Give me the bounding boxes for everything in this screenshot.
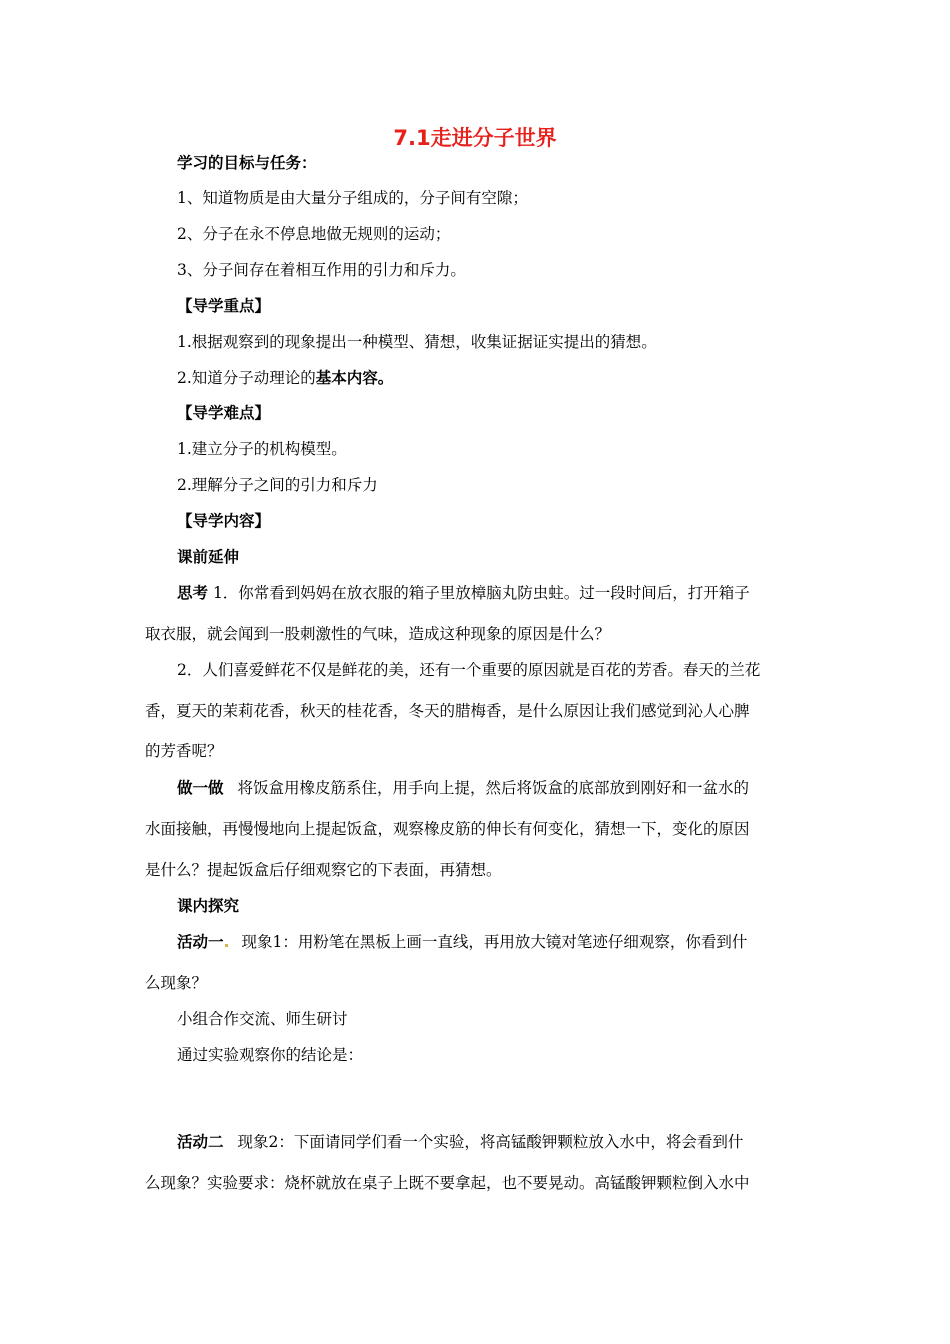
think-1-line-1 <box>177 583 750 603</box>
focus-item-2 <box>177 368 393 388</box>
activity-1-text: 现象1：用粉笔在黑板上画一直线，再用放大镜对笔迹仔细观察，你看到什 <box>241 933 748 951</box>
content-heading: 【导学内容】 <box>177 512 271 530</box>
activity-2-line-1 <box>177 1132 743 1152</box>
think-2-line-3: 的芳香呢？ <box>145 742 223 760</box>
group-discussion: 小组合作交流、师生研讨 <box>177 1010 348 1028</box>
think-2-line-1: 2．人们喜爱鲜花不仅是鲜花的美，还有一个重要的原因就是百花的芳香。春天的兰花 <box>177 661 761 679</box>
activity-2-line-2: 么现象？实验要求：烧杯就放在桌子上既不要拿起，也不要晃动。高锰酸钾颗粒倒入水中 <box>145 1174 750 1192</box>
do-label: 做一做 <box>177 779 224 797</box>
conclusion-prompt: 通过实验观察你的结论是： <box>177 1046 364 1064</box>
do-text: 将饭盒用橡皮筋系住，用手向上提，然后将饭盒的底部放到刚好和一盆水的 <box>237 779 750 797</box>
think-1-text: 1．你常看到妈妈在放衣服的箱子里放樟脑丸防虫蛀。过一段时间后，打开箱子 <box>208 584 750 602</box>
do-line-3: 是什么？提起饭盒后仔细观察它的下表面，再猜想。 <box>145 861 502 879</box>
marker-dot <box>225 944 228 947</box>
objective-item-3: 3、分子间存在着相互作用的引力和斥力。 <box>177 261 466 279</box>
difficulty-item-2: 2.理解分子之间的引力和斥力 <box>177 476 378 494</box>
focus-item-1: 1.根据观察到的现象提出一种模型、猜想，收集证据证实提出的猜想。 <box>177 333 657 351</box>
activity-1-label: 活动一 <box>177 933 224 951</box>
activity-2-text: 现象2：下面请同学们看一个实验，将高锰酸钾颗粒放入水中，将会看到什 <box>237 1133 744 1151</box>
think-2-line-2: 香，夏天的茉莉花香，秋天的桂花香，冬天的腊梅香，是什么原因让我们感觉到沁人心脾 <box>145 702 750 720</box>
focus-item-2-bold: 基本内容。 <box>315 369 394 387</box>
activity-2-label: 活动二 <box>177 1133 224 1151</box>
focus-heading: 【导学重点】 <box>177 297 271 315</box>
objective-item-2: 2、分子在永不停息地做无规则的运动； <box>177 225 451 243</box>
focus-item-2-text: 2.知道分子动理论的 <box>177 369 316 387</box>
do-line-1 <box>177 778 749 798</box>
objectives-heading: 学习的目标与任务： <box>177 154 317 172</box>
do-line-2: 水面接触，再慢慢地向上提起饭盒，观察橡皮筋的伸长有何变化，猜想一下，变化的原因 <box>145 820 750 838</box>
objective-item-1: 1、知道物质是由大量分子组成的，分子间有空隙； <box>177 189 528 207</box>
activity-1-line-1 <box>177 932 747 952</box>
pre-class-heading: 课前延伸 <box>177 548 240 566</box>
difficulty-heading: 【导学难点】 <box>177 404 271 422</box>
think-label: 思考 <box>177 584 209 602</box>
activity-1-line-2: 么现象？ <box>145 974 208 992</box>
difficulty-item-1: 1.建立分子的机构模型。 <box>177 440 347 458</box>
think-1-line-2: 取衣服，就会闻到一股刺激性的气味，造成这种现象的原因是什么？ <box>145 625 611 643</box>
in-class-heading: 课内探究 <box>177 897 240 915</box>
page-title: 7.1走进分子世界 <box>393 126 557 150</box>
